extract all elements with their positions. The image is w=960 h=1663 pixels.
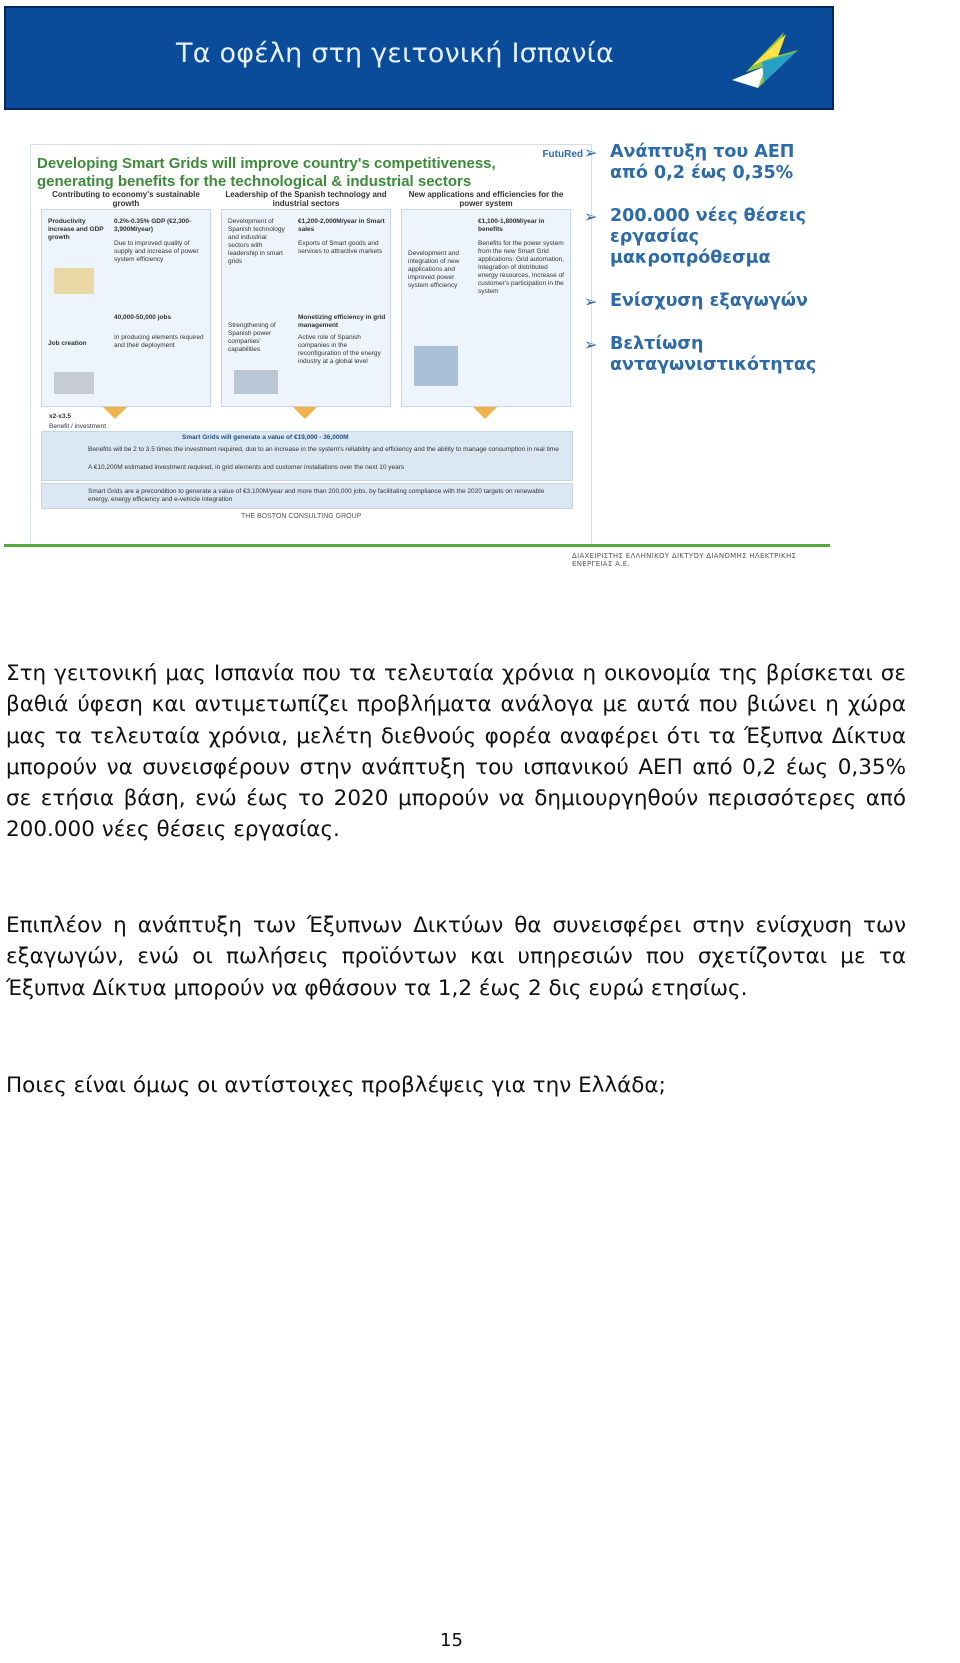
column-header: Leadership of the Spanish technology and industrial sectors <box>225 190 387 208</box>
down-arrow-icon <box>103 407 127 419</box>
slide-bullets <box>578 142 818 398</box>
body-paragraph-2: Επιπλέον η ανάπτυξη των Έξυπνων Δικτύων θα συνεισφέρει στην ενίσχυση των εξαγωγών, ενώ οι πωλήσεις προϊόντων και υπηρεσιών που σχετίζονται με τα Έξυπνα Δίκτυα μπορούν να φθάσουν τα 1,2 έως 2 δις ευρώ ετησίως. <box>6 913 906 1001</box>
power-lines-picture <box>234 370 278 394</box>
ratio-label: Benefit / investment <box>49 423 107 430</box>
cell-dev-integration: Development and integration of new applications and improved power system efficiency <box>408 250 460 289</box>
summary-title: Smart Grids will generate a value of €19,000 - 36,000M <box>182 434 349 441</box>
slide-banner <box>4 6 834 110</box>
growth-chart-picture <box>54 268 94 294</box>
down-arrow-icon <box>473 407 497 419</box>
page-number: 15 <box>440 1630 463 1651</box>
summary-line-2: A €10,200M estimated investment required, in grid elements and customer installations over the next 10 years <box>88 464 405 471</box>
lightning-logo-icon <box>706 22 806 94</box>
cell-due-to: Due to improved quality of supply and increase of power system efficiency <box>114 240 199 263</box>
figure-column-applications <box>401 190 571 407</box>
solar-panels-picture <box>414 346 458 386</box>
figure-brand: FutuRed <box>542 149 583 160</box>
cell-job-creation: Job creation <box>48 340 87 347</box>
cell-active-role: Active role of Spanish companies in the reconfiguration of the energy industry at a global level <box>298 334 381 365</box>
cell-gdp: 0.2%-0.35% GDP (€2,300-3,900M/year) <box>114 218 192 233</box>
body-paragraph-1: Στη γειτονική μας Ισπανία που τα τελευταία χρόνια η οικονομία της βρίσκεται σε βαθιά ύφεση και αντιμετωπίζει προβλήματα ανάλογα με αυτά που βιώνει η χώρα μας τα τελευταία χρόνια, μελέτη διεθνούς φορέα αναφέρει ότι τα Έξυπνα Δίκτυα μπορούν να συνεισφέρουν στην ανάπτυξη του ισπανικού ΑΕΠ από 0,2 έως 0,35% σε ετήσια βάση, ενώ έως το 2020 μπορούν να δημιουργηθούν περισσότερες από 200.000 νέες θέσεις εργασίας. <box>6 661 906 843</box>
column-header: Contributing to economy's sustainable growth <box>52 190 200 208</box>
slide-divider <box>4 544 830 547</box>
body-paragraph-3: Ποιες είναι όμως οι αντίστοιχες προβλέψεις για την Ελλάδα; <box>6 1073 666 1098</box>
chevron-right-icon: ➢ <box>584 143 598 162</box>
cell-productivity: Productivity increase and GDP growth <box>48 218 104 241</box>
cell-benefits-list: Benefits for the power system from the new Smart Grid applications: Grid automation, Integration of distributed energy resources, Increase of customer's participation in the system <box>478 240 564 295</box>
cell-jobs: 40,000-50,000 jobs <box>114 314 172 321</box>
summary-box <box>41 431 573 481</box>
ratio-value: x2-x3.5 <box>49 413 72 420</box>
smart-grids-figure <box>30 144 592 546</box>
bullet-item: ➢ Βελτίωση ανταγωνιστικότητας <box>584 334 817 375</box>
precondition-box <box>41 483 573 509</box>
bullet-item: ➢ 200.000 νέες θέσεις εργασίας μακροπρόθεσμα <box>584 206 806 268</box>
cell-development: Development of Spanish technology and industrial sectors with leadership in smart grids <box>228 218 285 265</box>
cell-exports: Exports of Smart goods and services to attractive markets <box>298 240 383 255</box>
chevron-right-icon: ➢ <box>584 207 598 226</box>
slide-footer: ΔΙΑΧΕΙΡΙΣΤΗΣ ΕΛΛΗΝΙΚΟΥ ΔΙΚΤΥΟΥ ΔΙΑΝΟΜΗΣ ΗΛΕΚΤΡΙΚΗΣ ΕΝΕΡΓΕΙΑΣ Α.Ε. <box>572 552 797 568</box>
cell-sales: €1,200-2,000M/year in Smart sales <box>298 218 385 233</box>
summary-line-3: Smart Grids are a precondition to generate a value of €3,100M/year and more than 200,000 jobs, by facilitating compliance with the 2020 targets on renewable energy, energy efficiency and e-vehicle integration <box>88 488 545 503</box>
column-header: New applications and efficiencies for the power system <box>408 190 564 208</box>
job-creation-picture <box>54 372 94 394</box>
down-arrow-icon <box>293 407 317 419</box>
chevron-right-icon: ➢ <box>584 335 598 354</box>
figure-column-leadership <box>221 190 391 407</box>
chevron-right-icon: ➢ <box>584 292 598 311</box>
bullet-item: ➢ Ανάπτυξη του ΑΕΠ από 0,2 έως 0,35% <box>584 142 795 183</box>
summary-line-1: Benefits will be 2 to 3.5 times the investment required, due to an increase in the system's reliability and efficiency and the ability to manage consumption in real time <box>88 446 559 453</box>
slide-image <box>4 6 834 601</box>
cell-in-producing: In producing elements required and their deployment <box>114 334 204 349</box>
figure-heading: Developing Smart Grids will improve country's competitiveness, generating benefits for the technological & industrial sectors <box>37 155 496 190</box>
cell-monetizing: Monetizing efficiency in grid management <box>298 314 386 329</box>
cell-strengthening: Strengthening of Spanish power companies' capabilities <box>228 322 276 353</box>
bullet-item: ➢ Ενίσχυση εξαγωγών <box>584 291 808 311</box>
figure-credit: THE BOSTON CONSULTING GROUP <box>241 513 362 520</box>
figure-column-economy <box>41 190 211 407</box>
cell-benefits-value: €1,100-1,800M/year in benefits <box>478 218 545 233</box>
slide-title: Τα οφέλη στη γειτονική Ισπανία <box>176 38 614 69</box>
